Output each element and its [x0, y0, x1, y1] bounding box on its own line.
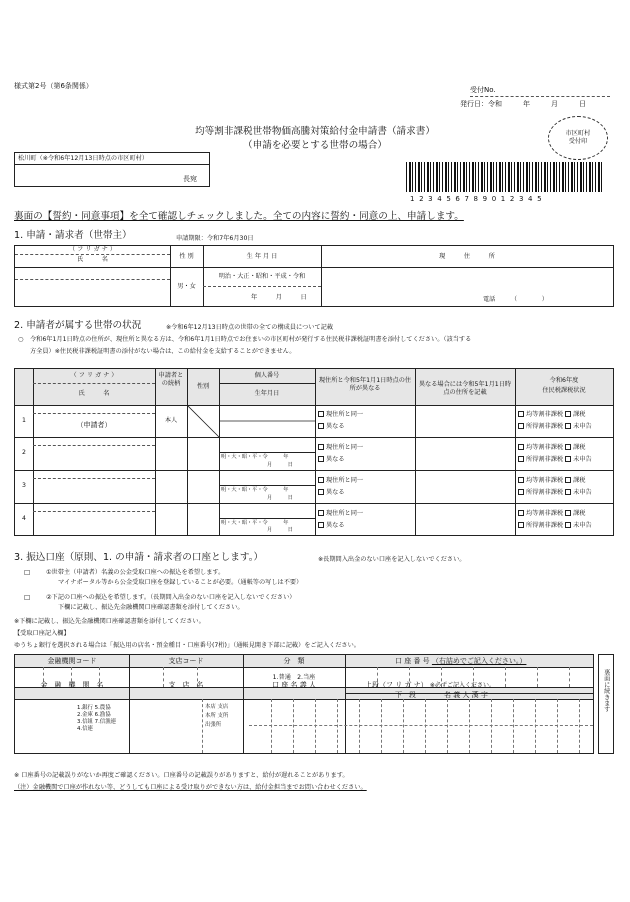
barcode — [406, 162, 602, 192]
addressee-box — [14, 152, 210, 187]
tax-check-b[interactable]: 所得割非課税 未申告 — [518, 456, 592, 464]
barcode-number: 1 2 3 4 5 6 7 8 9 0 1 2 3 4 5 — [410, 195, 543, 203]
continue-text: 裏面に続きます — [602, 669, 610, 713]
stamp-text-2: 受付印 — [568, 137, 588, 145]
addr-diff-check[interactable]: 異なる — [318, 522, 345, 530]
section3-note: ※長期間入出金のない口座を記入しないでください。 — [318, 556, 466, 563]
addr-diff-check[interactable]: 異なる — [318, 456, 345, 464]
hh-relation-header: 申請者との続柄 — [158, 372, 184, 387]
tax-check-a[interactable]: 均等割非課税 課税 — [518, 477, 585, 485]
row-no: 1 — [22, 417, 26, 424]
continue-box — [598, 654, 614, 754]
section3-heading: 3. 振込口座（原則、1. の申請・請求者の口座とします。） — [14, 552, 264, 563]
tax-check-b[interactable]: 所得割非課税 未申告 — [518, 489, 592, 497]
holder-header: 口 座 名 義 人 — [272, 681, 316, 689]
hh-diff-addr-header: 現住所と令和5年1月1日時点の住所が異なる — [318, 377, 412, 392]
addr-same-check[interactable]: 現住所と同一 — [318, 411, 363, 419]
household-note-1: 令和6年1月1日時点の住所が、現住所と異なる方は、令和6年1月1日時点でお住まいの市区町村が発行する住民税非課税証明書を添付してください。（該当する — [30, 336, 472, 343]
addr-diff-check[interactable]: 異なる — [318, 423, 345, 431]
tax-check-a[interactable]: 均等割非課税 課税 — [518, 411, 585, 419]
birth-ymd: 年 月 日 — [251, 294, 307, 301]
category-values[interactable]: 1.普通 2.当座 — [272, 674, 316, 681]
row-1-diagonal — [187, 405, 315, 437]
footer-note-1: ※ 口座番号の記載誤りがないか再度ご確認ください。口座番号の記載誤りがありますと、給付が遅れることがあります。 — [14, 772, 349, 779]
row-era: 明・大・昭・平・令 年 — [221, 487, 289, 493]
row-relation: 本人 — [164, 417, 178, 424]
holder-lower-header: 下 段 名 義 人 漢 字 — [395, 691, 488, 699]
address-label: 現 住 所 — [439, 253, 495, 260]
form-number: 様式第2号（第6条関係） — [14, 82, 93, 90]
era-options[interactable]: 明治・大正・昭和・平成・令和 — [218, 273, 306, 280]
hh-gender-header: 性別 — [196, 383, 210, 390]
row-name: （申請者） — [76, 421, 112, 429]
account-table — [14, 654, 594, 754]
category-header: 分 類 — [283, 657, 305, 665]
deadline: 申請期限：令和7年6月30日 — [176, 235, 254, 242]
addr-diff-check[interactable]: 異なる — [318, 489, 345, 497]
form-title: 均等割非課税世帯物価高騰対策給付金申請書（請求書） — [195, 126, 435, 137]
tax-check-a[interactable]: 均等割非課税 課税 — [518, 510, 585, 518]
account-number-header: 口 座 番 号 （右詰めでご記入ください。） — [395, 657, 527, 665]
row-no: 3 — [22, 482, 26, 489]
row-ymd: 月 日 — [267, 495, 293, 501]
hh-diff-addr-note-header: 異なる場合には令和5年1月1日時点の住所を記載 — [418, 381, 512, 396]
addressee-title: 長宛 — [183, 175, 197, 183]
gender-options[interactable]: 男・女 — [177, 283, 196, 290]
reception-no: 受付No. — [470, 86, 496, 94]
stamp-text-1: 市区町村 — [565, 130, 591, 137]
addr-same-check[interactable]: 現住所と同一 — [318, 477, 363, 485]
option2-line2: 下欄に記載し、振込先金融機関口座確認書類を添付してください。 — [58, 604, 244, 611]
row-ymd: 月 日 — [267, 527, 293, 533]
branch-type-list[interactable]: 本店 支店 本所 支所 出張所 — [205, 704, 229, 729]
section2-heading: 2. 申請者が属する世帯の状況 — [14, 320, 142, 331]
option2-checkbox[interactable]: ☐ — [24, 594, 31, 602]
section2-note: ※令和6年12月13日時点の世帯の全ての構成員について記載 — [166, 324, 334, 331]
hh-tax-status-header: 住民税課税状況 — [542, 387, 586, 394]
applicant-table — [14, 245, 614, 307]
municipality: 松川町（※令和6年12月13日時点の市区町村） — [18, 155, 149, 162]
tax-check-b[interactable]: 所得割非課税 未申告 — [518, 522, 592, 530]
branch-code-header: 支店コード — [168, 657, 204, 665]
section1-heading: 1. 申請・請求者（世帯主） — [14, 230, 132, 241]
bank-name-header: 金 融 機 関 名 — [40, 681, 104, 689]
hh-name-header: 氏 名 — [78, 390, 110, 397]
gender-label: 性 別 — [179, 253, 194, 260]
hh-furigana-header: （ フ リ ガ ナ ） — [70, 372, 118, 379]
hh-tax-year-header: 令和6年度 — [549, 377, 579, 384]
phone-label[interactable]: 電話 （ ） — [483, 296, 548, 303]
birth-label: 生 年 月 日 — [246, 253, 278, 260]
tax-check-b[interactable]: 所得割非課税 未申告 — [518, 423, 592, 431]
row-era: 明・大・昭・平・令 年 — [221, 454, 289, 460]
consent-statement: 裏面の【誓約・同意事項】を全て確認しチェックしました。全ての内容に誓約・同意の上、申請します。 — [14, 211, 464, 222]
hh-personal-number-header: 個人番号 — [254, 372, 280, 379]
footer-note-2: （注）金融機関で口座が作れない等、どうしても口座による受け取りができない方は、給付金担当までお問い合わせください。 — [14, 784, 367, 791]
bank-code-header: 金融機関コード — [47, 657, 97, 665]
option1-line2: マイナポータル等から公金受取口座を登録していることが必要。（通帳等の写しは不要） — [58, 579, 303, 586]
option1-checkbox[interactable]: ☐ — [24, 569, 31, 577]
circle-bullet: ○ — [18, 336, 24, 343]
row-ymd: 月 日 — [267, 462, 293, 468]
account-bracket: 【受取口座記入欄】 — [14, 630, 70, 637]
row-no: 4 — [22, 515, 26, 522]
yucho-note: ゆうちょ銀行を選択される場合は「振込用の店名・預金種目・口座番号(7桁)」（通帳見開き下部に記載）をご記入ください。 — [14, 642, 360, 649]
option1-line1: ①世帯主（申請者）名義の公金受取口座への振込を希望します。 — [46, 569, 225, 576]
option2-line1: ②下記の口座への振込を希望します。（長期間入出金のない口座を記入しないでください） — [46, 594, 296, 601]
addr-same-check[interactable]: 現住所と同一 — [318, 444, 363, 452]
account-note: ※下欄に記載し、振込先金融機関口座確認書類を添付してください。 — [14, 618, 205, 625]
row-era: 明・大・昭・平・令 年 — [221, 520, 289, 526]
furigana-label: （ フ リ ガ ナ ） — [69, 246, 116, 253]
reception-stamp — [548, 116, 608, 160]
row-no: 2 — [22, 449, 26, 456]
holder-upper-header: 上段（フ リ ガ ナ） ※必ずご記入ください。 — [365, 681, 495, 689]
hh-birth-header: 生年月日 — [254, 390, 280, 397]
issue-date: 発行日：令和 年 月 日 — [460, 100, 586, 108]
household-table — [14, 368, 614, 536]
tax-check-a[interactable]: 均等割非課税 課税 — [518, 444, 585, 452]
branch-name-header: 支 店 名 — [168, 681, 204, 689]
addr-same-check[interactable]: 現住所と同一 — [318, 510, 363, 518]
form-subtitle: （申請を必要とする世帯の場合） — [243, 140, 387, 151]
bank-type-list[interactable]: 1.銀行 5.農協 2.金庫 6.漁協 3.信組 7.信漁連 4.信連 — [77, 705, 116, 733]
name-label: 氏 名 — [77, 256, 108, 263]
household-note-2: 方全員）※住民税非課税証明書の添付がない場合は、この給付金を支給することができません。 — [30, 348, 296, 355]
